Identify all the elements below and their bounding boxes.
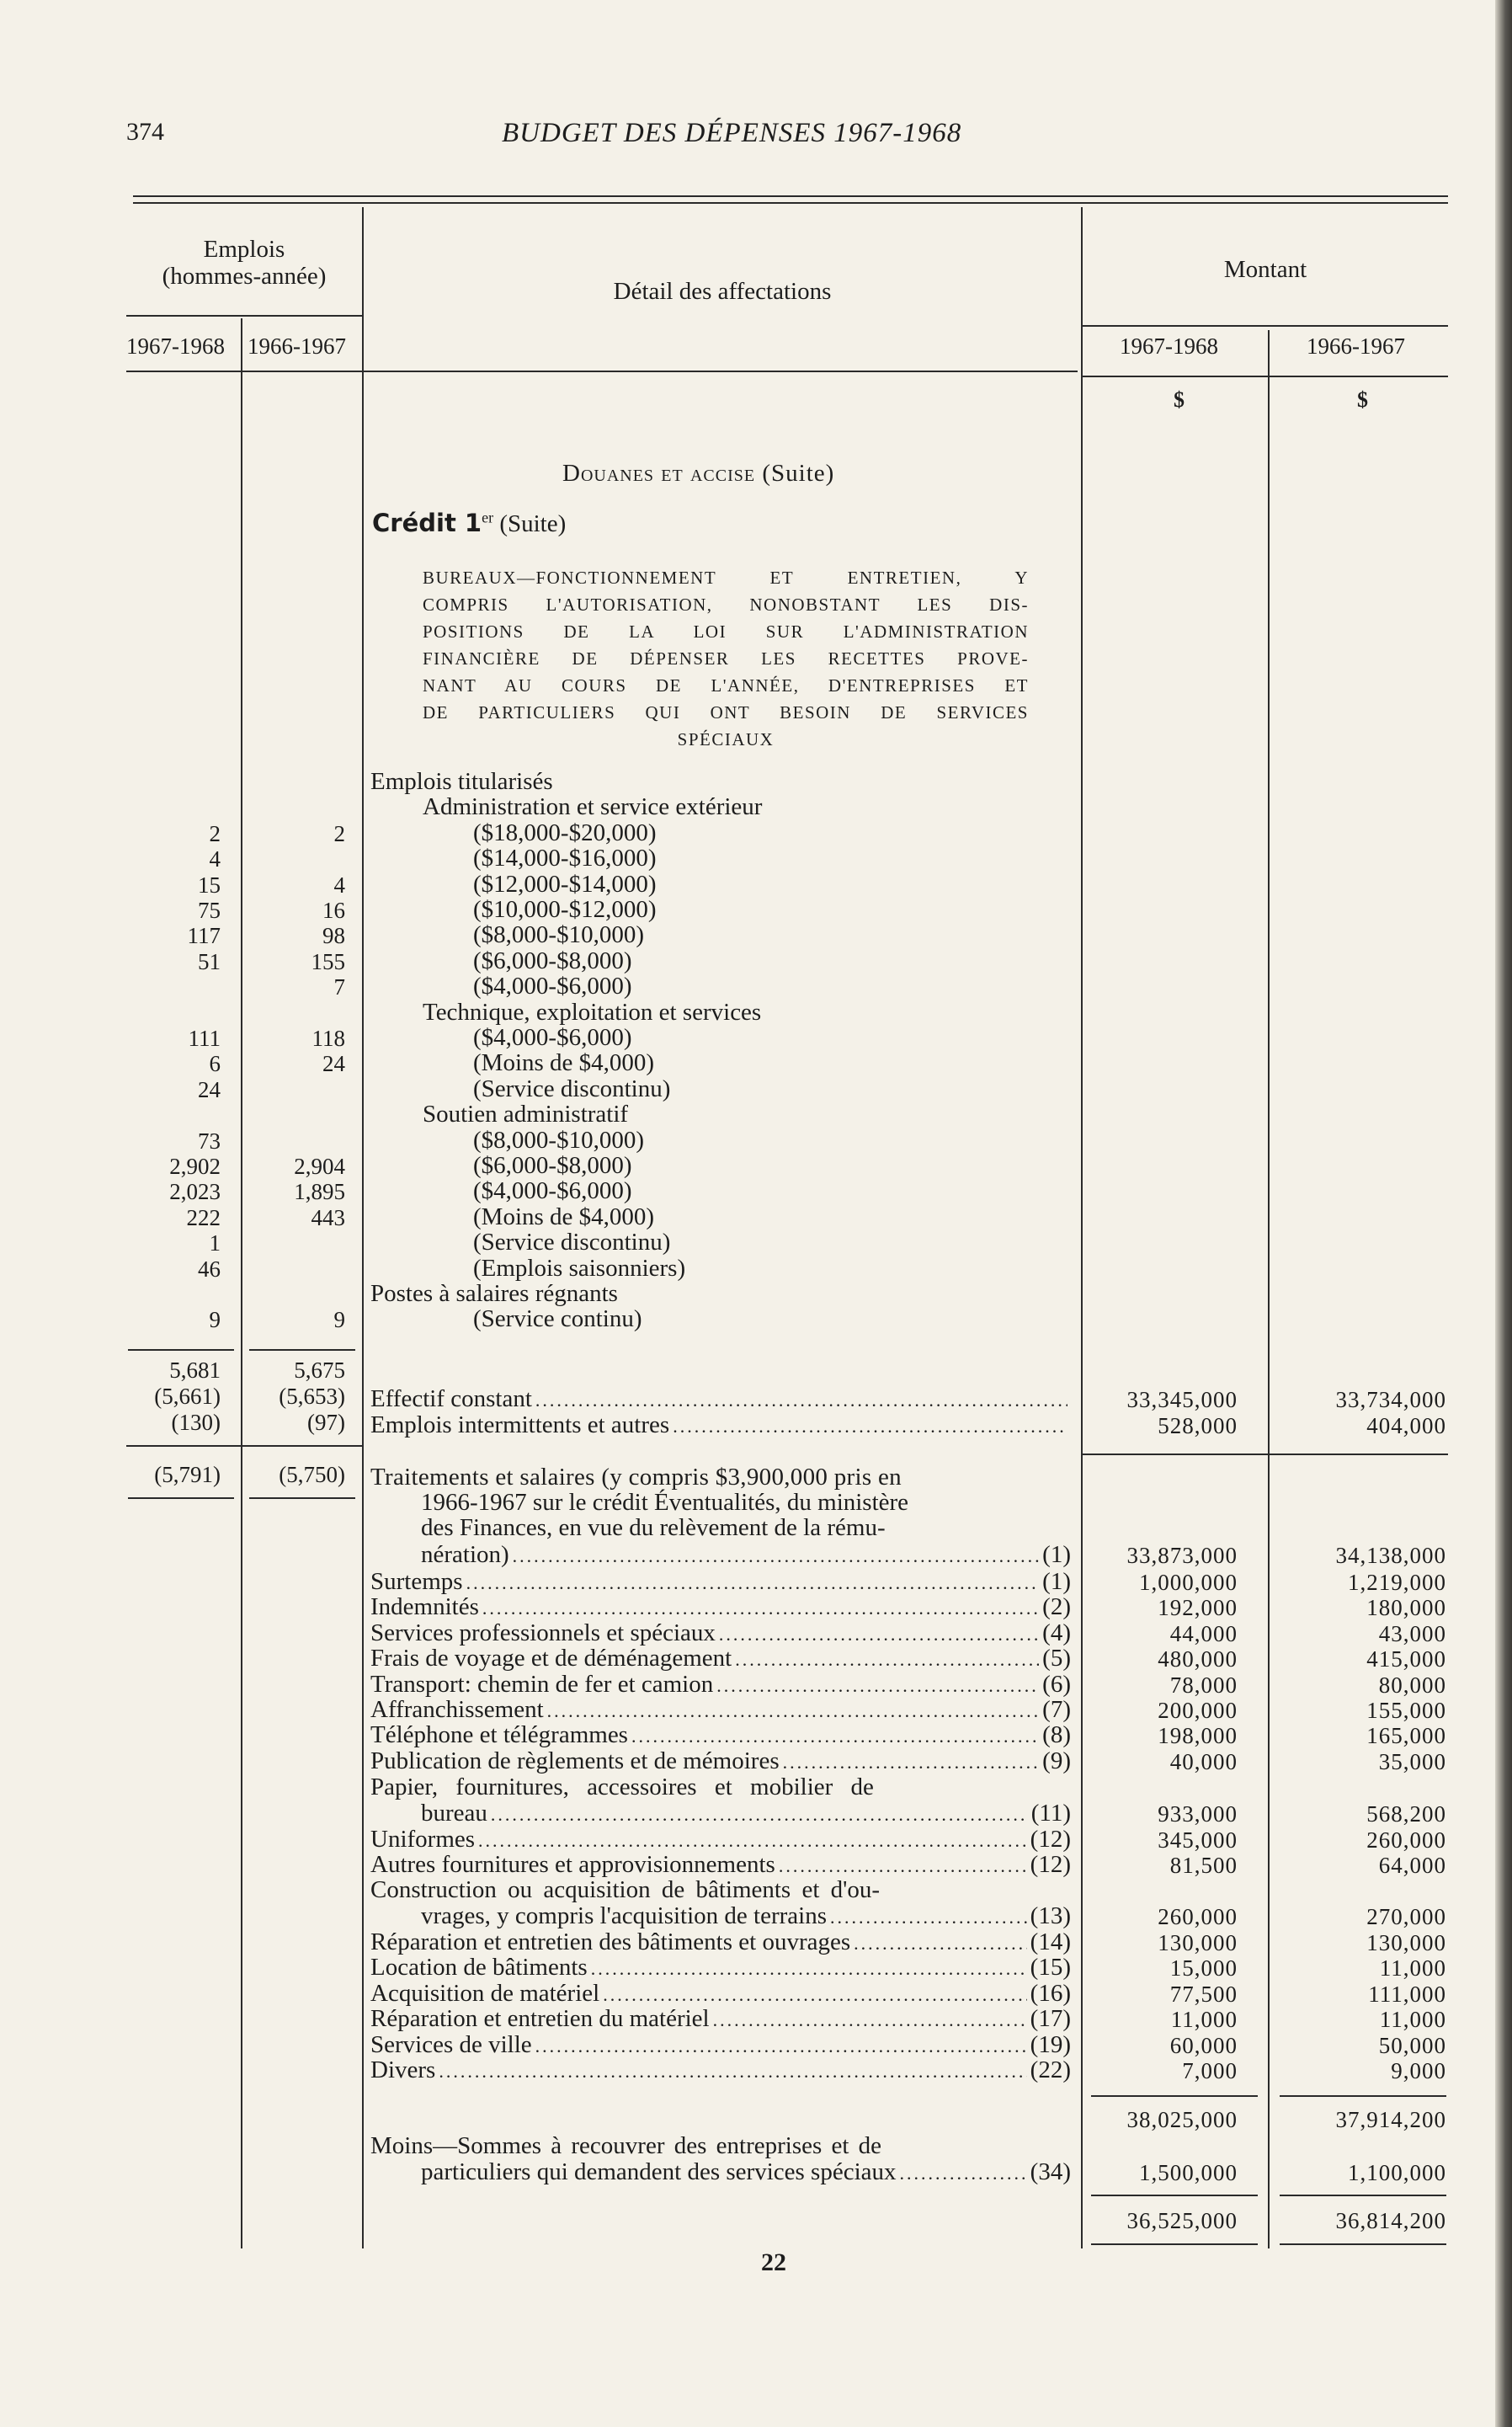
page-edge-shadow — [1495, 0, 1512, 2427]
leader-dots — [478, 1830, 1027, 1852]
staff-count-1967: 1 — [209, 1230, 221, 1256]
expense-row — [370, 1826, 1071, 1854]
header-montant: Montant — [1223, 256, 1307, 283]
permanent-staff-1966: (5,653) — [279, 1384, 345, 1409]
construction-row — [421, 1902, 1071, 1930]
staff-total-rule — [126, 1445, 364, 1447]
leader-dots — [719, 1624, 1039, 1646]
grand-staff-1967: (5,791) — [154, 1462, 221, 1487]
expense-row — [370, 1980, 1071, 2008]
intermittents-label: Emplois intermittents et autres — [370, 1411, 670, 1438]
expense-label: Indemnités — [370, 1593, 479, 1620]
staff-category-label: ($6,000-$8,000) — [473, 947, 632, 974]
credit-label: Crédit 1 — [372, 509, 482, 537]
expense-label: Affranchissement — [370, 1696, 544, 1723]
staff-category-label: ($14,000-$16,000) — [473, 845, 657, 872]
papier-1967: 933,000 — [1158, 1801, 1238, 1827]
net-bottom-rule-1967 — [1091, 2243, 1258, 2245]
staff-count-1966: 155 — [311, 949, 345, 974]
expense-amount-1966: 415,000 — [1366, 1646, 1446, 1672]
expense-row — [370, 1954, 1071, 1982]
expense-ref: (16) — [1030, 1980, 1071, 2007]
expense-label: Téléphone et télégrammes — [370, 1721, 628, 1748]
expense-ref: (4) — [1042, 1619, 1071, 1646]
dollar-sign-1967: $ — [1174, 387, 1185, 412]
construction-line-1: Construction ou acquisition de bâtiments et d'ou- — [370, 1876, 881, 1903]
expense-label: Uniformes — [370, 1826, 476, 1853]
staff-count-1967: 2,023 — [169, 1179, 221, 1204]
caps-line: SPÉCIAUX — [677, 729, 775, 749]
net-total-1967: 36,525,000 — [1126, 2208, 1238, 2233]
staff-count-1967: 2 — [209, 821, 221, 846]
caps-line: FINANCIÈRE DE DÉPENSER LES RECETTES PROVE- — [423, 648, 1029, 669]
caps-line: NANT AU COURS DE L'ANNÉE, D'ENTREPRISES ET — [423, 675, 1029, 696]
staff-count-1966: 16 — [322, 898, 345, 923]
moins-ref: (34) — [1030, 2158, 1071, 2185]
leader-dots — [779, 1855, 1027, 1877]
leader-dots — [535, 2035, 1027, 2057]
staff-category-label: ($12,000-$14,000) — [473, 871, 657, 898]
caps-line: POSITIONS DE LA LOI SUR L'ADMINISTRATION — [423, 621, 1029, 642]
caps-line: DE PARTICULIERS QUI ONT BESOIN DE SERVICES — [423, 702, 1029, 723]
expense-amount-1966: 50,000 — [1378, 2033, 1446, 2058]
intermittent-staff-1966: (97) — [307, 1410, 345, 1435]
leader-dots — [439, 2061, 1026, 2083]
papier-line-2: bureau — [421, 1800, 487, 1827]
net-total-1966: 36,814,200 — [1335, 2208, 1446, 2233]
header-rule-right — [1083, 325, 1448, 327]
expense-amount-1966: 11,000 — [1379, 2007, 1446, 2032]
expense-amount-1966: 80,000 — [1378, 1672, 1446, 1698]
expense-row — [370, 2056, 1071, 2084]
leader-dots — [591, 1958, 1027, 1980]
staff-category-label: ($8,000-$10,000) — [473, 921, 644, 948]
year-1966-1967-staff: 1966-1967 — [248, 333, 346, 359]
expense-ref: (7) — [1042, 1696, 1071, 1723]
staff-count-1967: 15 — [198, 872, 221, 898]
staff-count-1967: 75 — [198, 898, 221, 923]
grand-staff-1966: (5,750) — [279, 1462, 345, 1487]
expense-amount-1966: 155,000 — [1366, 1698, 1446, 1723]
expense-amount-1967: 15,000 — [1169, 1955, 1238, 1981]
header-bottom-rule-right — [1083, 376, 1448, 377]
expense-ref: (14) — [1030, 1928, 1071, 1955]
expense-amount-1967: 44,000 — [1169, 1621, 1238, 1646]
footer-signature-number: 22 — [761, 2248, 786, 2276]
expense-amount-1966: 180,000 — [1366, 1595, 1446, 1620]
expense-amount-1967: 7,000 — [1182, 2058, 1238, 2083]
leader-dots — [735, 1649, 1039, 1671]
staff-count-1967: 4 — [209, 846, 221, 872]
vote-description — [423, 564, 1029, 753]
staff-count-1967: 2,902 — [169, 1154, 221, 1179]
expense-label: Location de bâtiments — [370, 1954, 588, 1981]
staff-count-1966: 7 — [333, 974, 345, 1000]
expense-label: Frais de voyage et de déménagement — [370, 1645, 732, 1672]
top-rule-2 — [133, 202, 1448, 204]
expense-label: Divers — [370, 2056, 436, 2083]
intermittents-row — [370, 1411, 1071, 1439]
col-rule-3 — [1081, 207, 1083, 2248]
expense-ref: (15) — [1030, 1954, 1071, 1981]
leader-dots — [900, 2163, 1027, 2184]
credit-sup: er — [482, 509, 494, 526]
amount-total-rule — [1083, 1454, 1448, 1455]
staff-category-label: Postes à salaires régnants — [370, 1280, 618, 1307]
staff-count-1966: 443 — [311, 1205, 345, 1230]
credit-heading — [372, 509, 566, 538]
header-detail: Détail des affectations — [613, 278, 832, 305]
intermittents-1966: 404,000 — [1366, 1413, 1446, 1438]
expense-ref: (17) — [1030, 2005, 1071, 2032]
expense-amount-1966: 11,000 — [1379, 1955, 1446, 1981]
subtotal-rule-1966 — [1280, 2095, 1446, 2097]
expense-amount-1966: 260,000 — [1366, 1827, 1446, 1853]
expense-ref: (2) — [1042, 1593, 1071, 1620]
leader-dots — [466, 1572, 1040, 1594]
construction-line-2: vrages, y compris l'acquisition de terrains — [421, 1902, 827, 1929]
staff-category-label: (Service continu) — [473, 1305, 642, 1332]
header-bottom-rule-left — [126, 371, 1078, 372]
leader-dots — [673, 1416, 1067, 1438]
construction-ref: (13) — [1030, 1902, 1071, 1929]
expense-row — [370, 1851, 1071, 1879]
expense-ref: (19) — [1030, 2031, 1071, 2058]
staff-count-1967: 6 — [209, 1051, 221, 1076]
staff-count-1967: 111 — [188, 1026, 221, 1051]
staff-count-1966: 1,895 — [294, 1179, 345, 1204]
expense-label: Réparation et entretien du matériel — [370, 2005, 710, 2032]
staff-category-label: (Service discontinu) — [473, 1075, 671, 1102]
expense-amount-1966: 165,000 — [1366, 1723, 1446, 1748]
staff-subtotal-rule-b — [249, 1349, 355, 1351]
staff-category-label: (Service discontinu) — [473, 1229, 671, 1256]
grand-staff-rule-b — [249, 1497, 355, 1499]
expense-row — [370, 2005, 1071, 2033]
expense-label: Transport: chemin de fer et camion — [370, 1671, 714, 1698]
expense-ref: (5) — [1042, 1645, 1071, 1672]
staff-count-1967: 73 — [198, 1128, 221, 1154]
staff-subtotal-rule-a — [128, 1349, 234, 1351]
staff-count-1967: 46 — [198, 1256, 221, 1282]
expense-amount-1966: 1,219,000 — [1348, 1570, 1446, 1595]
col-rule-4 — [1268, 330, 1270, 2248]
expense-label: Services de ville — [370, 2031, 532, 2058]
staff-count-1966: 98 — [322, 923, 345, 948]
expense-amount-1967: 40,000 — [1169, 1749, 1238, 1774]
expense-amount-1966: 9,000 — [1391, 2058, 1446, 2083]
expense-amount-1966: 43,000 — [1378, 1621, 1446, 1646]
staff-category-label: ($6,000-$8,000) — [473, 1152, 632, 1179]
staff-category-label: ($8,000-$10,000) — [473, 1127, 644, 1154]
intermittent-staff-1967: (130) — [171, 1410, 221, 1435]
expense-row — [370, 1568, 1071, 1596]
expense-amount-1966: 111,000 — [1368, 1982, 1446, 2007]
staff-count-1967: 51 — [198, 949, 221, 974]
staff-category-label: ($4,000-$6,000) — [473, 973, 632, 1000]
staff-count-1966: 2 — [333, 821, 345, 846]
traitements-last-line: nération) — [421, 1541, 509, 1568]
expense-ref: (1) — [1042, 1568, 1071, 1595]
grand-staff-rule-a — [128, 1497, 234, 1499]
expense-amount-1966: 130,000 — [1366, 1930, 1446, 1955]
staff-category-label: Administration et service extérieur — [423, 793, 763, 820]
expense-amount-1967: 81,500 — [1169, 1853, 1238, 1878]
expense-row — [370, 1747, 1071, 1775]
moins-line-2: particuliers qui demandent des services spéciaux — [421, 2158, 897, 2185]
header-hommes-annee: (hommes-année) — [162, 263, 327, 290]
effectif-1966: 33,734,000 — [1335, 1387, 1446, 1412]
traitements-1967: 33,873,000 — [1126, 1543, 1238, 1568]
papier-row — [421, 1800, 1071, 1827]
traitements-1966: 34,138,000 — [1335, 1543, 1446, 1568]
staff-count-1966: 118 — [311, 1026, 345, 1051]
leader-dots — [603, 1984, 1026, 2006]
year-1967-1968-amount: 1967-1968 — [1120, 333, 1218, 359]
expense-amount-1966: 64,000 — [1378, 1853, 1446, 1878]
expense-row — [370, 1721, 1071, 1749]
leader-dots — [854, 1933, 1027, 1955]
credit-suite: (Suite) — [499, 510, 567, 537]
staff-count-1966: 24 — [322, 1051, 345, 1076]
permanent-staff-1967: (5,661) — [154, 1384, 221, 1409]
effectif-1967: 33,345,000 — [1126, 1387, 1238, 1412]
expense-row — [370, 1593, 1071, 1621]
staff-category-label: ($10,000-$12,000) — [473, 896, 657, 923]
expense-amount-1967: 200,000 — [1158, 1698, 1238, 1723]
staff-category-label: ($4,000-$6,000) — [473, 1177, 632, 1204]
col-rule-1 — [241, 318, 242, 2248]
expense-ref: (9) — [1042, 1747, 1071, 1774]
staff-category-label: Technique, exploitation et services — [423, 999, 762, 1026]
staff-count-1967: 117 — [187, 923, 221, 948]
expense-row — [370, 2031, 1071, 2059]
expense-ref: (22) — [1030, 2056, 1071, 2083]
staff-category-label: Soutien administratif — [423, 1101, 629, 1128]
running-title: BUDGET DES DÉPENSES 1967-1968 — [502, 118, 962, 148]
leader-dots — [535, 1390, 1067, 1411]
page-number: 374 — [126, 118, 164, 146]
expense-label: Acquisition de matériel — [370, 1980, 600, 2007]
staff-category-label: (Moins de $4,000) — [473, 1049, 655, 1076]
expense-ref: (12) — [1030, 1826, 1071, 1853]
papier-1966: 568,200 — [1366, 1801, 1446, 1827]
expense-amount-1967: 192,000 — [1158, 1595, 1238, 1620]
expense-row — [370, 1928, 1071, 1956]
expense-row — [370, 1696, 1071, 1724]
expense-label: Réparation et entretien des bâtiments et ouvrages — [370, 1928, 851, 1955]
leader-dots — [716, 1675, 1039, 1697]
expense-amount-1967: 130,000 — [1158, 1930, 1238, 1955]
dollar-sign-1966: $ — [1357, 387, 1368, 412]
expense-amount-1966: 35,000 — [1378, 1749, 1446, 1774]
staff-count-1967: 222 — [186, 1205, 221, 1230]
expense-ref: (12) — [1030, 1851, 1071, 1878]
expense-label: Autres fournitures et approvisionnements — [370, 1851, 775, 1878]
expense-amount-1967: 198,000 — [1158, 1723, 1238, 1748]
moins-row — [421, 2158, 1071, 2186]
staff-count-1966: 4 — [333, 872, 345, 898]
subtotal-1967: 38,025,000 — [1126, 2107, 1238, 2132]
staff-category-label: ($18,000-$20,000) — [473, 819, 657, 846]
traitements-ref: (1) — [1042, 1541, 1071, 1568]
expense-row — [370, 1645, 1071, 1672]
net-bottom-rule-1966 — [1280, 2243, 1446, 2245]
expense-label: Services professionnels et spéciaux — [370, 1619, 716, 1646]
subtotal-1966: 37,914,200 — [1335, 2107, 1446, 2132]
expense-ref: (8) — [1042, 1721, 1071, 1748]
traitements-line-2: 1966-1967 sur le crédit Éventualités, du ministère — [421, 1489, 909, 1516]
expense-label: Publication de règlements et de mémoires — [370, 1747, 780, 1774]
expense-ref: (6) — [1042, 1671, 1071, 1698]
intermittents-1967: 528,000 — [1158, 1413, 1238, 1438]
staff-count-1967: 24 — [198, 1077, 221, 1102]
construction-1967: 260,000 — [1158, 1904, 1238, 1929]
header-rule-left — [126, 315, 362, 317]
traitements-line-3: des Finances, en vue du relèvement de la rému- — [421, 1514, 886, 1541]
staff-count-1966: 9 — [333, 1307, 345, 1332]
staff-count-1966: 2,904 — [294, 1154, 345, 1179]
staff-count-1967: 9 — [209, 1307, 221, 1332]
staff-category-label: ($4,000-$6,000) — [473, 1024, 632, 1051]
moins-1966: 1,100,000 — [1348, 2160, 1446, 2185]
leader-dots — [631, 1726, 1039, 1747]
leader-dots — [830, 1907, 1027, 1928]
caps-line: COMPRIS L'AUTORISATION, NONOBSTANT LES DIS- — [423, 595, 1029, 615]
traitements-line-1: Traitements et salaires (y compris $3,900,000 pris en — [370, 1464, 902, 1491]
staff-category-label: (Emplois saisonniers) — [473, 1255, 686, 1282]
leader-dots — [713, 2009, 1027, 2031]
papier-line-1: Papier, fournitures, accessoires et mobilier de — [370, 1774, 874, 1800]
total-staff-1967: 5,681 — [169, 1358, 221, 1383]
effectif-label: Effectif constant — [370, 1385, 532, 1412]
expense-amount-1967: 1,000,000 — [1139, 1570, 1238, 1595]
traitements-row — [421, 1541, 1071, 1569]
year-1966-1967-amount: 1966-1967 — [1307, 333, 1405, 359]
expense-amount-1967: 77,500 — [1169, 1982, 1238, 2007]
papier-ref: (11) — [1030, 1800, 1071, 1827]
year-1967-1968-staff: 1967-1968 — [126, 333, 225, 359]
expense-amount-1967: 78,000 — [1169, 1672, 1238, 1698]
expense-row — [370, 1619, 1071, 1647]
caps-line: BUREAUX—FONCTIONNEMENT ET ENTRETIEN, Y — [423, 568, 1029, 588]
leader-dots — [491, 1804, 1028, 1826]
total-staff-1966: 5,675 — [294, 1358, 345, 1383]
leader-dots — [482, 1598, 1039, 1619]
moins-line-1: Moins—Sommes à recouvrer des entreprises et de — [370, 2132, 882, 2159]
staff-category-label: Emplois titularisés — [370, 768, 553, 795]
header-emplois: Emplois — [203, 236, 285, 263]
expense-label: Surtemps — [370, 1568, 463, 1595]
expense-amount-1967: 345,000 — [1158, 1827, 1238, 1853]
subtotal-rule-1967 — [1091, 2095, 1258, 2097]
expense-amount-1967: 60,000 — [1169, 2033, 1238, 2058]
net-rule-1966 — [1280, 2195, 1446, 2196]
staff-category-label: (Moins de $4,000) — [473, 1203, 655, 1230]
expense-amount-1967: 480,000 — [1158, 1646, 1238, 1672]
leader-dots — [547, 1700, 1040, 1722]
expense-amount-1967: 11,000 — [1170, 2007, 1238, 2032]
moins-1967: 1,500,000 — [1139, 2160, 1238, 2185]
col-rule-2 — [362, 207, 364, 2248]
leader-dots — [513, 1545, 1040, 1567]
leader-dots — [783, 1752, 1040, 1774]
construction-1966: 270,000 — [1366, 1904, 1446, 1929]
expense-row — [370, 1671, 1071, 1699]
top-rule — [133, 195, 1448, 197]
section-title-main: Douanes et accise — [562, 460, 756, 487]
effectif-constant-row — [370, 1385, 1071, 1413]
net-rule-1967 — [1091, 2195, 1258, 2196]
section-title-suite: (Suite) — [762, 460, 835, 487]
section-title — [562, 460, 834, 488]
